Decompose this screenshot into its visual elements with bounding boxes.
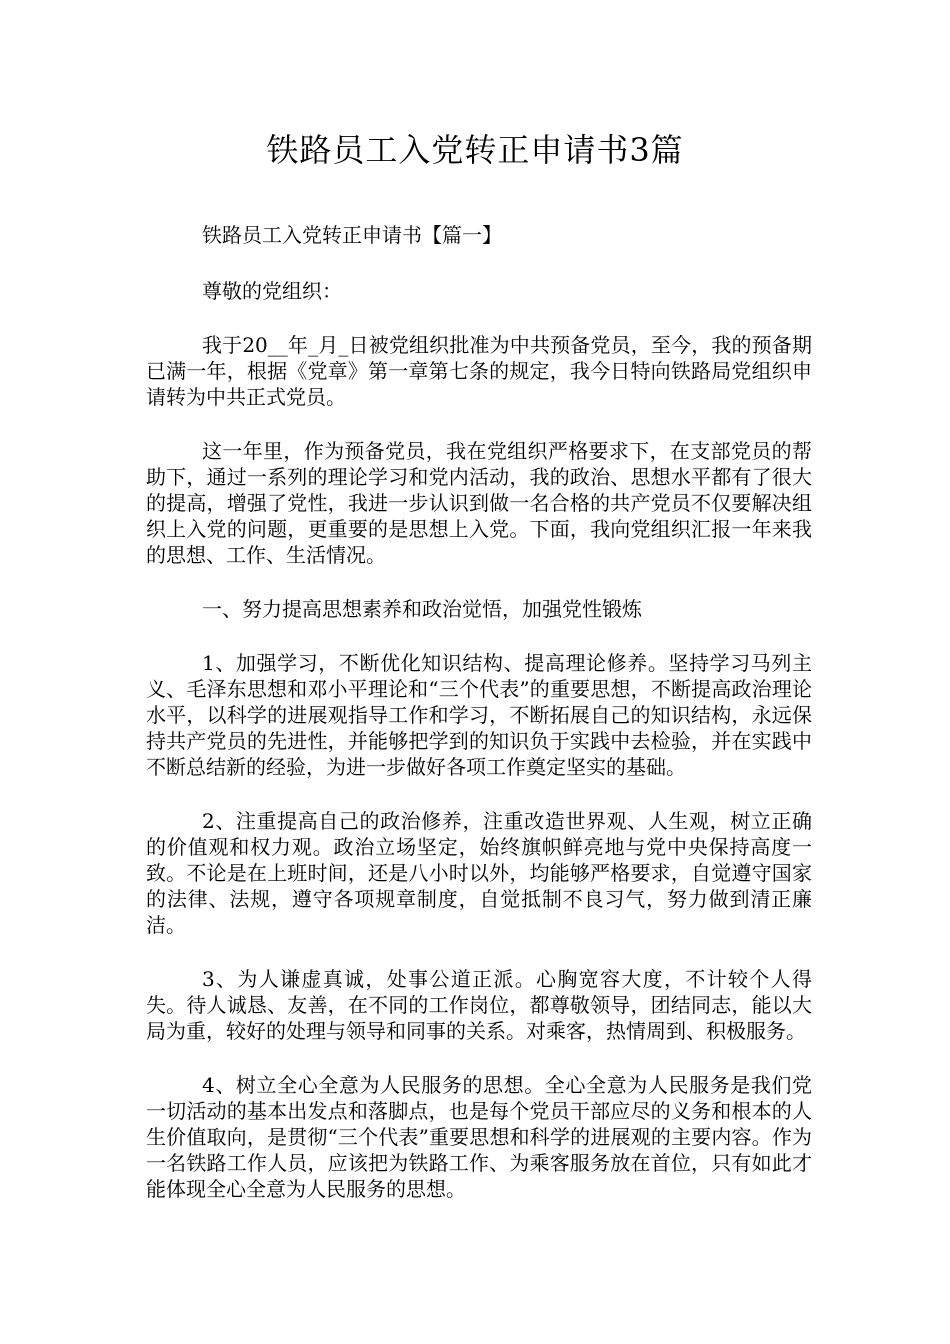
paragraph-year-summary: 这一年里，作为预备党员，我在党组织严格要求下，在支部党员的帮助下，通过一系列的理论学习和党内活动，我的政治、思想水平都有了很大的提高，增强了党性，我进一步认识到做一名合格的共产党员不仅要解决组织上入党的问题，更重要的是思想上入党。下面，我向党组织汇报一年来我的思想、工作、生活情况。: [146, 439, 812, 567]
paragraph-point-3: 3、为人谦虚真诚，处事公道正派。心胸宽容大度，不计较个人得失。待人诚恳、友善，在不同的工作岗位，都尊敬领导，团结同志，能以大局为重，较好的处理与领导和同事的关系。对乘客，热情周到、积极服务。: [146, 967, 812, 1043]
salutation: 尊敬的党组织：: [202, 279, 342, 303]
paragraph-application: 我于20__年_月_日被党组织批准为中共预备党员，至今，我的预备期已满一年，根据《党章》第一章第七条的规定，我今日特向铁路局党组织申请转为中共正式党员。: [146, 333, 812, 409]
document-title: 铁路员工入党转正申请书3篇: [266, 131, 684, 169]
section-heading-one: 一、努力提高思想素养和政治觉悟，加强党性锻炼: [202, 597, 642, 621]
section-heading-part-one: 铁路员工入党转正申请书【篇一】: [202, 223, 502, 247]
paragraph-point-1: 1、加强学习，不断优化知识结构、提高理论修养。坚持学习马列主义、毛泽东思想和邓小平理论和“三个代表”的重要思想，不断提高政治理论水平，以科学的进展观指导工作和学习，不断拓展自己的知识结构，永远保持共产党员的先进性，并能够把学到的知识负于实践中去检验，并在实践中不断总结新的经验，为进一步做好各项工作奠定坚实的基础。: [146, 651, 812, 779]
paragraph-point-2: 2、注重提高自己的政治修养，注重改造世界观、人生观，树立正确的价值观和权力观。政治立场坚定，始终旗帜鲜亮地与党中央保持高度一致。不论是在上班时间，还是八小时以外，均能够严格要求，自觉遵守国家的法律、法规，遵守各项规章制度，自觉抵制不良习气，努力做到清正廉洁。: [146, 809, 812, 937]
document-body: [146, 222, 812, 1230]
paragraph-point-4: 4、树立全心全意为人民服务的思想。全心全意为人民服务是我们党一切活动的基本出发点和落脚点，也是每个党员干部应尽的义务和根本的人生价值取向，是贯彻“三个代表”重要思想和科学的进展观的主要内容。作为一名铁路工作人员，应该把为铁路工作、为乘客服务放在首位，只有如此才能体现全心全意为人民服务的思想。: [146, 1073, 812, 1201]
